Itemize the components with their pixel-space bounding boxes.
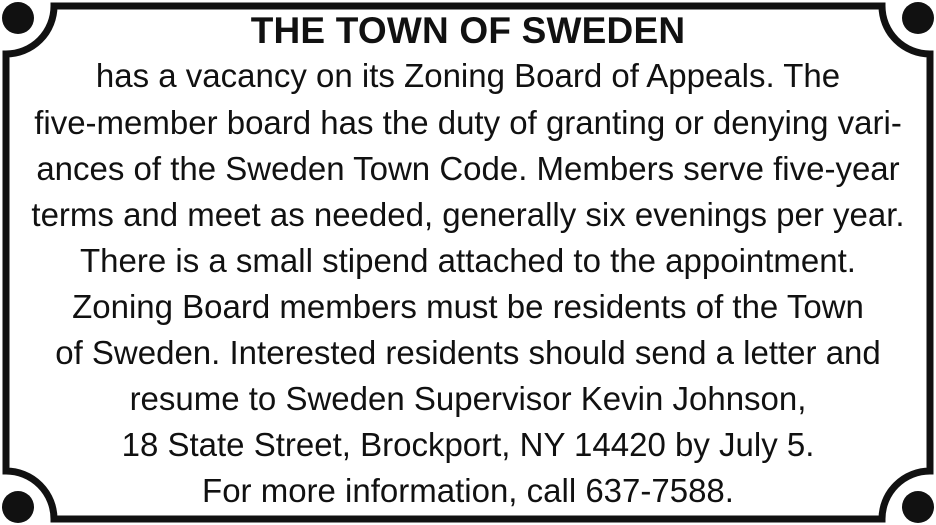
notice-line: For more information, call 637-7588. bbox=[202, 472, 734, 509]
notice-line: resume to Sweden Supervisor Kevin Johnson, bbox=[129, 380, 807, 417]
notice-line: of Sweden. Interested residents should send a letter and bbox=[55, 334, 881, 371]
notice-line: has a vacancy on its Zoning Board of Appeals. The bbox=[95, 57, 841, 94]
notice-line: terms and meet as needed, generally six evenings per year. bbox=[31, 196, 905, 233]
notice-line: There is a small stipend attached to the appointment. bbox=[80, 242, 856, 279]
notice-line: five-member board has the duty of granting or denying vari- bbox=[34, 104, 902, 141]
notice-title: THE TOWN OF SWEDEN bbox=[250, 10, 686, 51]
notice-line: 18 State Street, Brockport, NY 14420 by July 5. bbox=[121, 426, 815, 463]
notice-line: Zoning Board members must be residents of the Town bbox=[72, 288, 864, 325]
notice-line: ances of the Sweden Town Code. Members serve five-year bbox=[36, 150, 900, 187]
